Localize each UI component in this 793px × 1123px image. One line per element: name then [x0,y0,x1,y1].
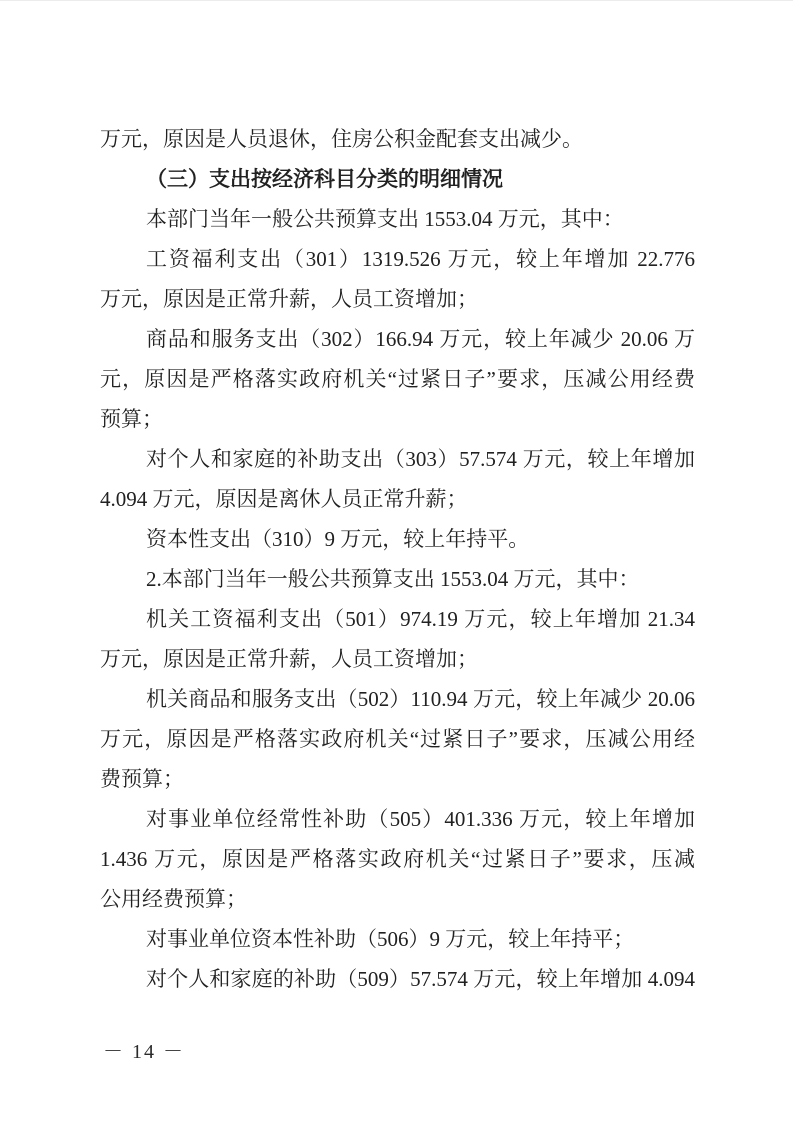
text-line: 对事业单位经常性补助（505）401.336 万元，较上年增加 [146,807,695,831]
section-heading: （三）支出按经济科目分类的明细情况 [146,167,503,191]
text-line: 万元，原因是人员退休，住房公积金配套支出减少。 [100,127,583,151]
text-line: 元，原因是严格落实政府机关“过紧日子”要求，压减公用经费 [100,367,695,391]
text-line: 万元，原因是正常升薪，人员工资增加； [100,647,478,671]
text-line: 预算； [100,407,163,431]
text-line: 资本性支出（310）9 万元，较上年持平。 [146,527,530,551]
text-line: 1.436 万元，原因是严格落实政府机关“过紧日子”要求，压减 [100,847,695,871]
text-line: 4.094 万元，原因是离休人员正常升薪； [100,487,468,511]
page-number: － 14 － [103,1041,185,1063]
text-line: 万元，原因是严格落实政府机关“过紧日子”要求，压减公用经 [100,727,695,751]
text-block [100,119,695,999]
text-line: 工资福利支出（301）1319.526 万元，较上年增加 22.776 [146,247,695,271]
text-line: 2.本部门当年一般公共预算支出 1553.04 万元，其中： [146,567,640,591]
text-line: 万元，原因是正常升薪，人员工资增加； [100,287,478,311]
text-line: 公用经费预算； [100,887,247,911]
text-line: 本部门当年一般公共预算支出 1553.04 万元，其中： [146,207,624,231]
text-line: 机关工资福利支出（501）974.19 万元，较上年增加 21.34 [146,607,695,631]
text-line: 机关商品和服务支出（502）110.94 万元，较上年减少 20.06 [146,687,695,711]
text-line: 对个人和家庭的补助（509）57.574 万元，较上年增加 4.094 [146,967,695,991]
text-line: 对事业单位资本性补助（506）9 万元，较上年持平； [146,927,635,951]
text-line: 商品和服务支出（302）166.94 万元，较上年减少 20.06 万 [146,327,695,351]
text-line: 对个人和家庭的补助支出（303）57.574 万元，较上年增加 [146,447,695,471]
text-line: 费预算； [100,767,184,791]
